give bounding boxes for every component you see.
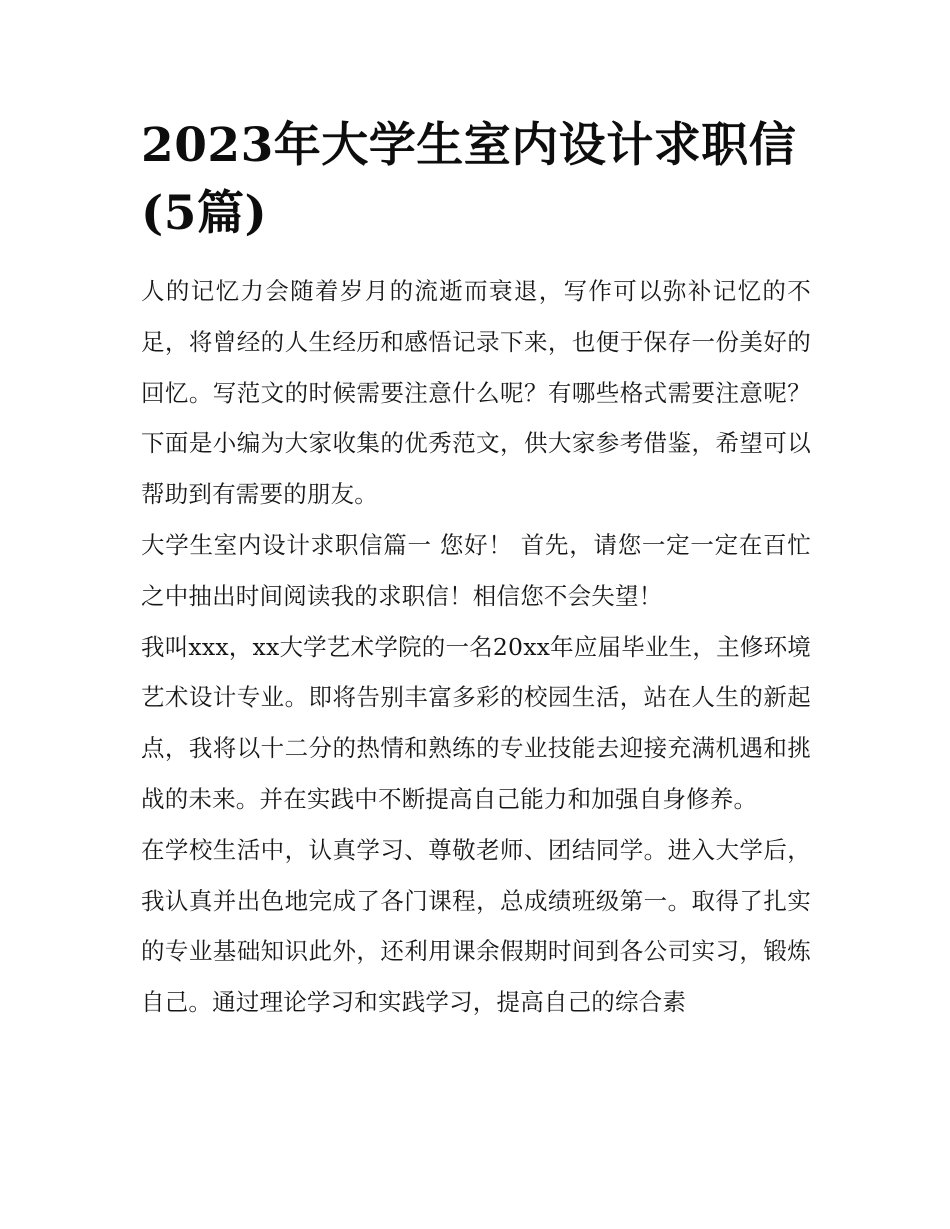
paragraph-school-life: 在学校生活中，认真学习、尊敬老师、团结同学。进入大学后，我认真并出色地完成了各门课程，总成绩班级第一。取得了扎实的专业基础知识此外，还利用课余假期时间到各公司实习，锻炼自己。通过理论学习和实践学习，提高自己的综合素 bbox=[141, 835, 811, 1017]
document-title: 2023年大学生室内设计求职信(5篇) bbox=[141, 118, 797, 241]
document-body bbox=[141, 266, 811, 1028]
paragraph-intro: 人的记忆力会随着岁月的流逝而衰退，写作可以弥补记忆的不足，将曾经的人生经历和感悟记录下来，也便于保存一份美好的回忆。写范文的时候需要注意什么呢？有哪些格式需要注意呢？下面是小编为大家收集的优秀范文，供大家参考借鉴，希望可以帮助到有需要的朋友。 bbox=[141, 277, 811, 509]
paragraph-greeting: 大学生室内设计求职信篇一 您好！ 首先，请您一定一定在百忙之中抽出时间阅读我的求职信！相信您不会失望！ bbox=[141, 530, 811, 610]
paragraph-self-introduction: 我叫xxx，xx大学艺术学院的一名20xx年应届毕业生，主修环境艺术设计专业。即将告别丰富多彩的校园生活，站在人生的新起点，我将以十二分的热情和熟练的专业技能去迎接充满机遇和挑战的未来。并在实践中不断提高自己能力和加强自身修养。 bbox=[141, 632, 811, 813]
document-content bbox=[141, 112, 811, 1028]
